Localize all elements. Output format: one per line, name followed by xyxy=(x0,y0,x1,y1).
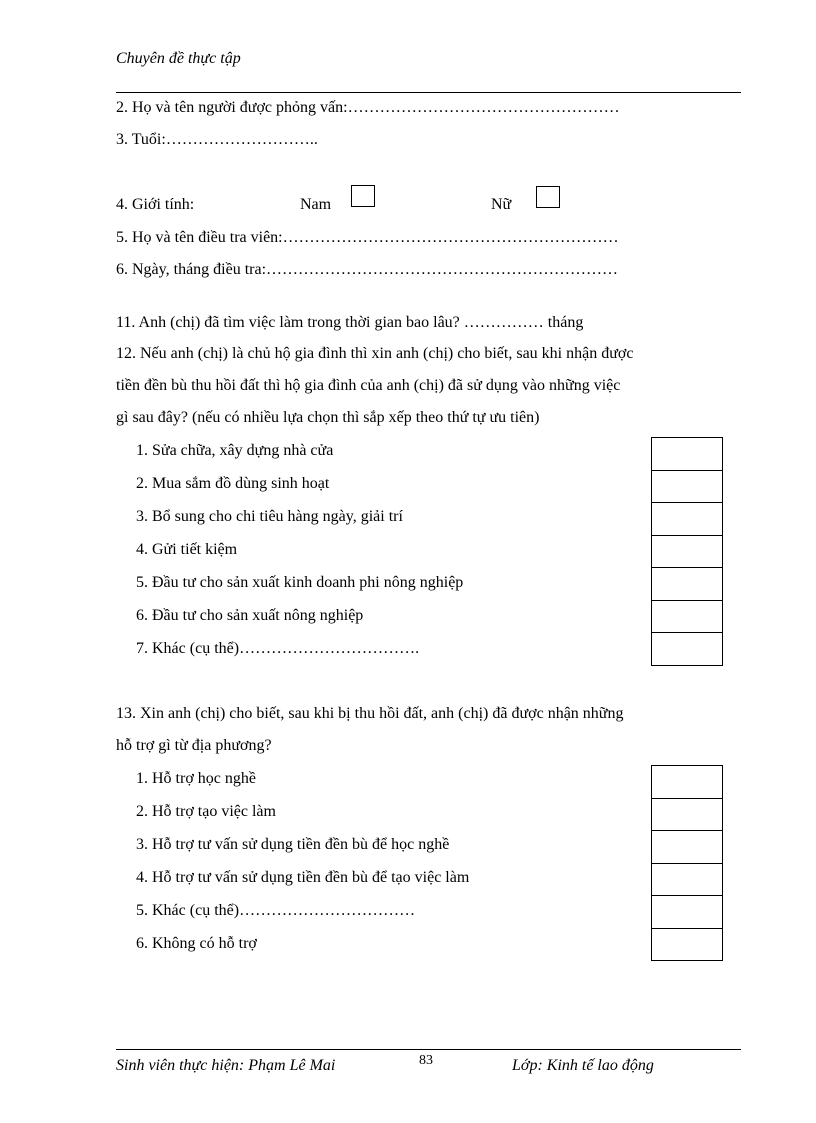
q12-option: 1. Sửa chữa, xây dựng nhà cửa xyxy=(136,442,334,459)
q13-support-box[interactable] xyxy=(652,896,722,929)
q13-support-box[interactable] xyxy=(652,831,722,864)
q12-ranking-box[interactable] xyxy=(652,568,722,601)
gender-female-checkbox[interactable] xyxy=(536,186,560,208)
q12-ranking-box[interactable] xyxy=(652,633,722,666)
question-3-age: 3. Tuổi:……………………….. xyxy=(116,131,318,148)
q13-support-box[interactable] xyxy=(652,799,722,832)
q13-option: 1. Hỗ trợ học nghề xyxy=(136,770,256,787)
question-13-line-2: hỗ trợ gì từ địa phương? xyxy=(116,737,272,754)
q12-option: 5. Đầu tư cho sản xuất kinh doanh phi nông nghiệp xyxy=(136,574,464,591)
question-6-date: 6. Ngày, tháng điều tra:………………………………………………………… xyxy=(116,261,619,278)
header-rule xyxy=(116,92,741,93)
question-12-line-3: gì sau đây? (nếu có nhiều lựa chọn thì sắp xếp theo thứ tự ưu tiên) xyxy=(116,409,540,426)
q12-ranking-box[interactable] xyxy=(652,503,722,536)
q13-option: 2. Hỗ trợ tạo việc làm xyxy=(136,803,276,820)
q12-option: 4. Gửi tiết kiệm xyxy=(136,541,238,558)
q13-option: 4. Hỗ trợ tư vấn sử dụng tiền đền bù để tạo việc làm xyxy=(136,869,470,886)
question-13-line-1: 13. Xin anh (chị) cho biết, sau khi bị thu hồi đất, anh (chị) đã được nhận những xyxy=(116,705,624,722)
q12-option: 7. Khác (cụ thể)……………………………. xyxy=(136,640,420,657)
q13-support-box[interactable] xyxy=(652,766,722,799)
question-12-line-2: tiền đền bù thu hồi đất thì hộ gia đình của anh (chị) đã sử dụng vào những việc xyxy=(116,377,621,394)
question-4-gender-label: 4. Giới tính: xyxy=(116,196,195,213)
q13-support-box[interactable] xyxy=(652,929,722,962)
gender-male-label: Nam xyxy=(300,196,332,213)
q12-ranking-box[interactable] xyxy=(652,471,722,504)
question-2-name: 2. Họ và tên người được phỏng vấn:…………………………………………… xyxy=(116,99,620,116)
q12-option: 2. Mua sắm đồ dùng sinh hoạt xyxy=(136,475,330,492)
q12-option: 3. Bổ sung cho chi tiêu hàng ngày, giải trí xyxy=(136,508,403,525)
q12-ranking-boxes xyxy=(651,437,723,666)
gender-male-checkbox[interactable] xyxy=(351,185,375,207)
page-number: 83 xyxy=(419,1053,433,1068)
page-header-title: Chuyên đề thực tập xyxy=(116,50,241,67)
q12-ranking-box[interactable] xyxy=(652,536,722,569)
q13-support-boxes xyxy=(651,765,723,961)
q13-option: 5. Khác (cụ thể)…………………………… xyxy=(136,902,416,919)
question-12-line-1: 12. Nếu anh (chị) là chủ hộ gia đình thì xin anh (chị) cho biết, sau khi nhận được xyxy=(116,345,634,362)
question-11: 11. Anh (chị) đã tìm việc làm trong thời gian bao lâu? …………… tháng xyxy=(116,314,584,331)
q12-ranking-box[interactable] xyxy=(652,601,722,634)
q12-option: 6. Đầu tư cho sản xuất nông nghiệp xyxy=(136,607,364,624)
footer-class: Lớp: Kinh tế lao động xyxy=(512,1057,654,1074)
q13-option: 3. Hỗ trợ tư vấn sử dụng tiền đền bù để học nghề xyxy=(136,836,450,853)
q13-support-box[interactable] xyxy=(652,864,722,897)
footer-student: Sinh viên thực hiện: Phạm Lê Mai xyxy=(116,1057,336,1074)
q13-option: 6. Không có hỗ trợ xyxy=(136,935,257,952)
footer-rule xyxy=(116,1049,741,1050)
question-5-interviewer: 5. Họ và tên điều tra viên:……………………………………………………… xyxy=(116,229,619,246)
gender-female-label: Nữ xyxy=(491,196,512,213)
q12-ranking-box[interactable] xyxy=(652,438,722,471)
